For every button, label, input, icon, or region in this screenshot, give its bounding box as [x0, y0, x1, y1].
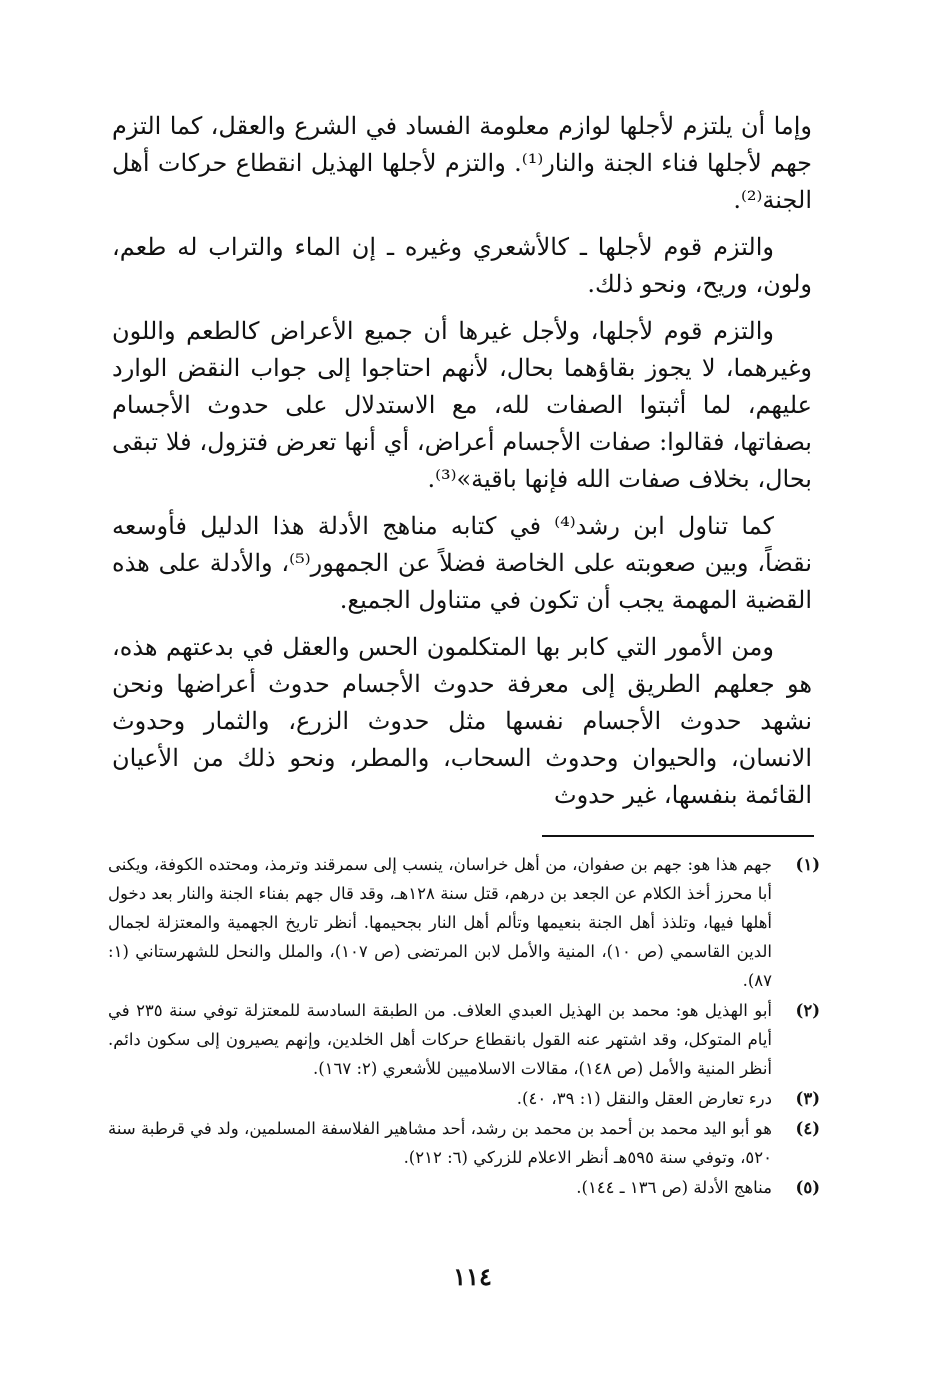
page-number: ١١٤ [453, 1262, 492, 1291]
footnote-4 [108, 1114, 820, 1172]
main-text [112, 108, 812, 824]
footnote-text: مناهج الأدلة (ص ١٣٦ ـ ١٤٤). [576, 1178, 772, 1197]
footnotes [108, 850, 820, 1203]
footnote-text: جهم هذا هو: جهم بن صفوان، من أهل خراسان، ينسب إلى سمرقند وترمذ، ومحتده الكوفة، ويكنى أبا محرز أخذ الكلام عن الجعد بن درهم، قتل سنة ١٢٨هـ، وقد قال جهم بفناء الجنة والنار بعد دخول أهلها فيها، وتلذذ أهل الجنة بنعيمها وتألم أهل النار بجحيمها. أنظر تاريخ الجهمية والمعتزلة لجمال الدين القاسمي (ص ١٠)، المنية والأمل لابن المرتضى (ص ١٠٧)، والملل والنحل للشهرستاني (١: ٨٧). [108, 855, 772, 990]
footnote-1 [108, 850, 820, 995]
footnote-number: (٤) [795, 1119, 820, 1138]
footnote-number: (٢) [795, 1001, 820, 1020]
paragraph-2: والتزم قوم لأجلها ـ كالأشعري وغيره ـ إن الماء والتراب له طعم، ولون، وريح، ونحو ذلك. [112, 233, 812, 298]
footnote-text: أبو الهذيل هو: محمد بن الهذيل العبدي العلاف. من الطبقة السادسة للمعتزلة توفي سنة ٢٣٥ في أيام المتوكل، وقد اشتهر عنه القول بانقطاع حركات أهل الخلدين، وإنهم يصيرون إلى سكون دائم. أنظر المنية والأمل (ص ١٤٨)، مقالات الاسلاميين للأشعري (٢: ١٦٧). [108, 1001, 773, 1078]
footnote-3 [108, 1084, 820, 1113]
footnote-number: (١) [795, 855, 820, 874]
footnote-separator [542, 835, 814, 837]
paragraph-3: والتزم قوم لأجلها، ولأجل غيرها أن جميع الأعراض كالطعم واللون وغيرهما، لا يجوز بقاؤهما بحال، لأنهم احتاجوا إلى جواب النقض الوارد عليهم، لما أثبتوا الصفات لله، مع الاستدلال على حدوث الأجسام بصفاتها، فقالوا: صفات الأجسام أعراض، أي أنها تعرض فتزول، فلا تبقى بحال، بخلاف صفات الله فإنها باقية»⁽³⁾. [112, 317, 812, 493]
footnote-number: (٣) [795, 1089, 820, 1108]
paragraph-4: كما تناول ابن رشد⁽⁴⁾ في كتابه مناهج الأدلة هذا الدليل فأوسعه نقضاً، وبين صعوبته على الخاصة فضلاً عن الجمهور⁽⁵⁾، والأدلة على هذه القضية المهمة يجب أن تكون في متناول الجميع. [112, 512, 812, 614]
footnote-number: (٥) [795, 1178, 820, 1197]
footnote-text: هو أبو اليد محمد بن أحمد بن محمد بن رشد، أحد مشاهير الفلاسفة المسلمين، ولد في قرطبة سنة ٥٢٠، وتوفي سنة ٥٩٥هـ أنظر الاعلام للزركي (٦: ٢١٢). [108, 1119, 772, 1167]
paragraph-5: ومن الأمور التي كابر بها المتكلمون الحس والعقل في بدعتهم هذه، هو جعلهم الطريق إلى معرفة حدوث الأجسام حدوث أعراضها ونحن نشهد حدوث الأجسام نفسها مثل حدوث الزرع، والثمار وحدوث الانسان، والحيوان وحدوث السحاب، والمطر، ونحو ذلك من الأعيان القائمة بنفسها، غير حدوث [112, 633, 812, 809]
paragraph-1: وإما أن يلتزم لأجلها لوازم معلومة الفساد في الشرع والعقل، كما التزم جهم لأجلها فناء الجنة والنار⁽¹⁾. والتزم لأجلها الهذيل انقطاع حركات أهل الجنة⁽²⁾. [112, 112, 812, 214]
footnote-5 [108, 1173, 820, 1202]
footnote-text: درء تعارض العقل والنقل (١: ٣٩، ٤٠). [516, 1089, 772, 1108]
footnote-2 [108, 996, 820, 1083]
